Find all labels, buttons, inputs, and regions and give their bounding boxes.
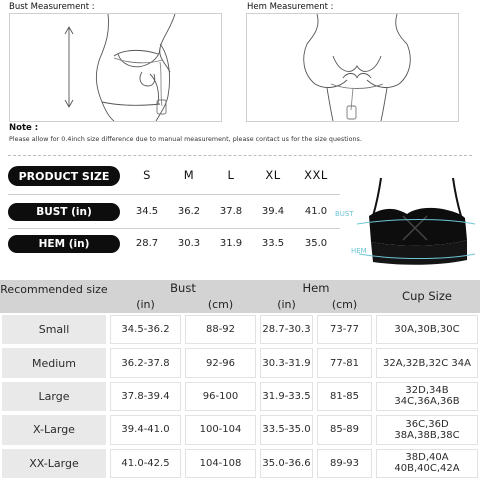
header-bust-cm: (cm): [207, 298, 234, 311]
size-cell: Small: [2, 315, 106, 344]
note-text: Please allow for 0.4inch size difference due to manual measurement, please contact us for the size questions.: [9, 136, 362, 143]
bust-cm-cell: 92-96: [185, 348, 256, 377]
note-title: Note :: [9, 123, 39, 133]
header-hem-cm: (cm): [331, 298, 358, 311]
hem-in-cell: 35.0-36.6: [260, 449, 313, 478]
cup-size-cell: 36C,36D 38A,38B,38C: [376, 415, 478, 444]
hem-in-cell: 28.7-30.3: [260, 315, 313, 344]
bust-cm-cell: 100-104: [185, 415, 256, 444]
product-size-pill: PRODUCT SIZE: [8, 166, 120, 186]
bra-hem-label: HEM: [351, 247, 367, 255]
product-size-divider-2: [8, 228, 340, 229]
hem-in-cell: 33.5-35.0: [260, 415, 313, 444]
bust-value-l: 37.8: [219, 206, 243, 217]
bust-measurement-illustration: [9, 13, 222, 122]
header-hem: Hem: [302, 281, 330, 295]
size-cell: X-Large: [2, 415, 106, 444]
bust-measurement-title: Bust Measurement :: [9, 2, 95, 12]
bust-in-cell: 41.0-42.5: [110, 449, 181, 478]
hem-cm-cell: 89-93: [317, 449, 372, 478]
hem-in-cell: 31.9-33.5: [260, 382, 313, 411]
bra-product-image: [335, 168, 480, 270]
bust-cm-cell: 104-108: [185, 449, 256, 478]
size-header-xl: XL: [265, 168, 281, 182]
hem-in-cell: 30.3-31.9: [260, 348, 313, 377]
bust-value-xxl: 41.0: [304, 206, 328, 217]
hem-cm-cell: 85-89: [317, 415, 372, 444]
product-size-divider-1: [8, 194, 340, 195]
size-header-s: S: [143, 168, 151, 182]
bust-figure-drawing: [10, 14, 221, 121]
hem-figure-drawing: [247, 14, 458, 121]
hem-value-m: 30.3: [177, 238, 201, 249]
bust-in-cell: 36.2-37.8: [110, 348, 181, 377]
hem-cm-cell: 77-81: [317, 348, 372, 377]
hem-cm-cell: 73-77: [317, 315, 372, 344]
size-header-l: L: [227, 168, 235, 182]
size-cell: XX-Large: [2, 449, 106, 478]
cup-size-cell: 32A,32B,32C 34A: [376, 348, 478, 377]
cup-size-cell: 38D,40A 40B,40C,42A: [376, 449, 478, 478]
bra-bust-label: BUST: [335, 210, 354, 218]
bust-in-cell: 34.5-36.2: [110, 315, 181, 344]
cup-size-cell: 30A,30B,30C: [376, 315, 478, 344]
bust-value-xl: 39.4: [261, 206, 285, 217]
note-separator: [8, 155, 472, 156]
cup-size-cell: 32D,34B 34C,36A,36B: [376, 382, 478, 411]
hem-value-s: 28.7: [135, 238, 159, 249]
header-recommended-size: Recommended size: [0, 283, 108, 296]
bust-cm-cell: 88-92: [185, 315, 256, 344]
hem-value-xxl: 35.0: [304, 238, 328, 249]
size-cell: Medium: [2, 348, 106, 377]
bust-in-cell: 39.4-41.0: [110, 415, 181, 444]
header-hem-in: (in): [277, 298, 296, 311]
hem-cm-cell: 81-85: [317, 382, 372, 411]
hem-measurement-illustration: [246, 13, 459, 122]
bust-cm-cell: 96-100: [185, 382, 256, 411]
size-cell: Large: [2, 382, 106, 411]
hem-value-l: 31.9: [219, 238, 243, 249]
hem-in-pill: HEM (in): [8, 235, 120, 253]
size-header-m: M: [183, 168, 195, 182]
hem-measurement-title: Hem Measurement :: [247, 2, 334, 12]
size-header-xxl: XXL: [304, 168, 328, 182]
header-bust: Bust: [170, 281, 196, 295]
bust-in-cell: 37.8-39.4: [110, 382, 181, 411]
bust-in-pill: BUST (in): [8, 203, 120, 221]
hem-value-xl: 33.5: [261, 238, 285, 249]
bust-value-m: 36.2: [177, 206, 201, 217]
header-bust-in: (in): [136, 298, 155, 311]
header-cup-size: Cup Size: [402, 289, 452, 303]
bust-value-s: 34.5: [135, 206, 159, 217]
